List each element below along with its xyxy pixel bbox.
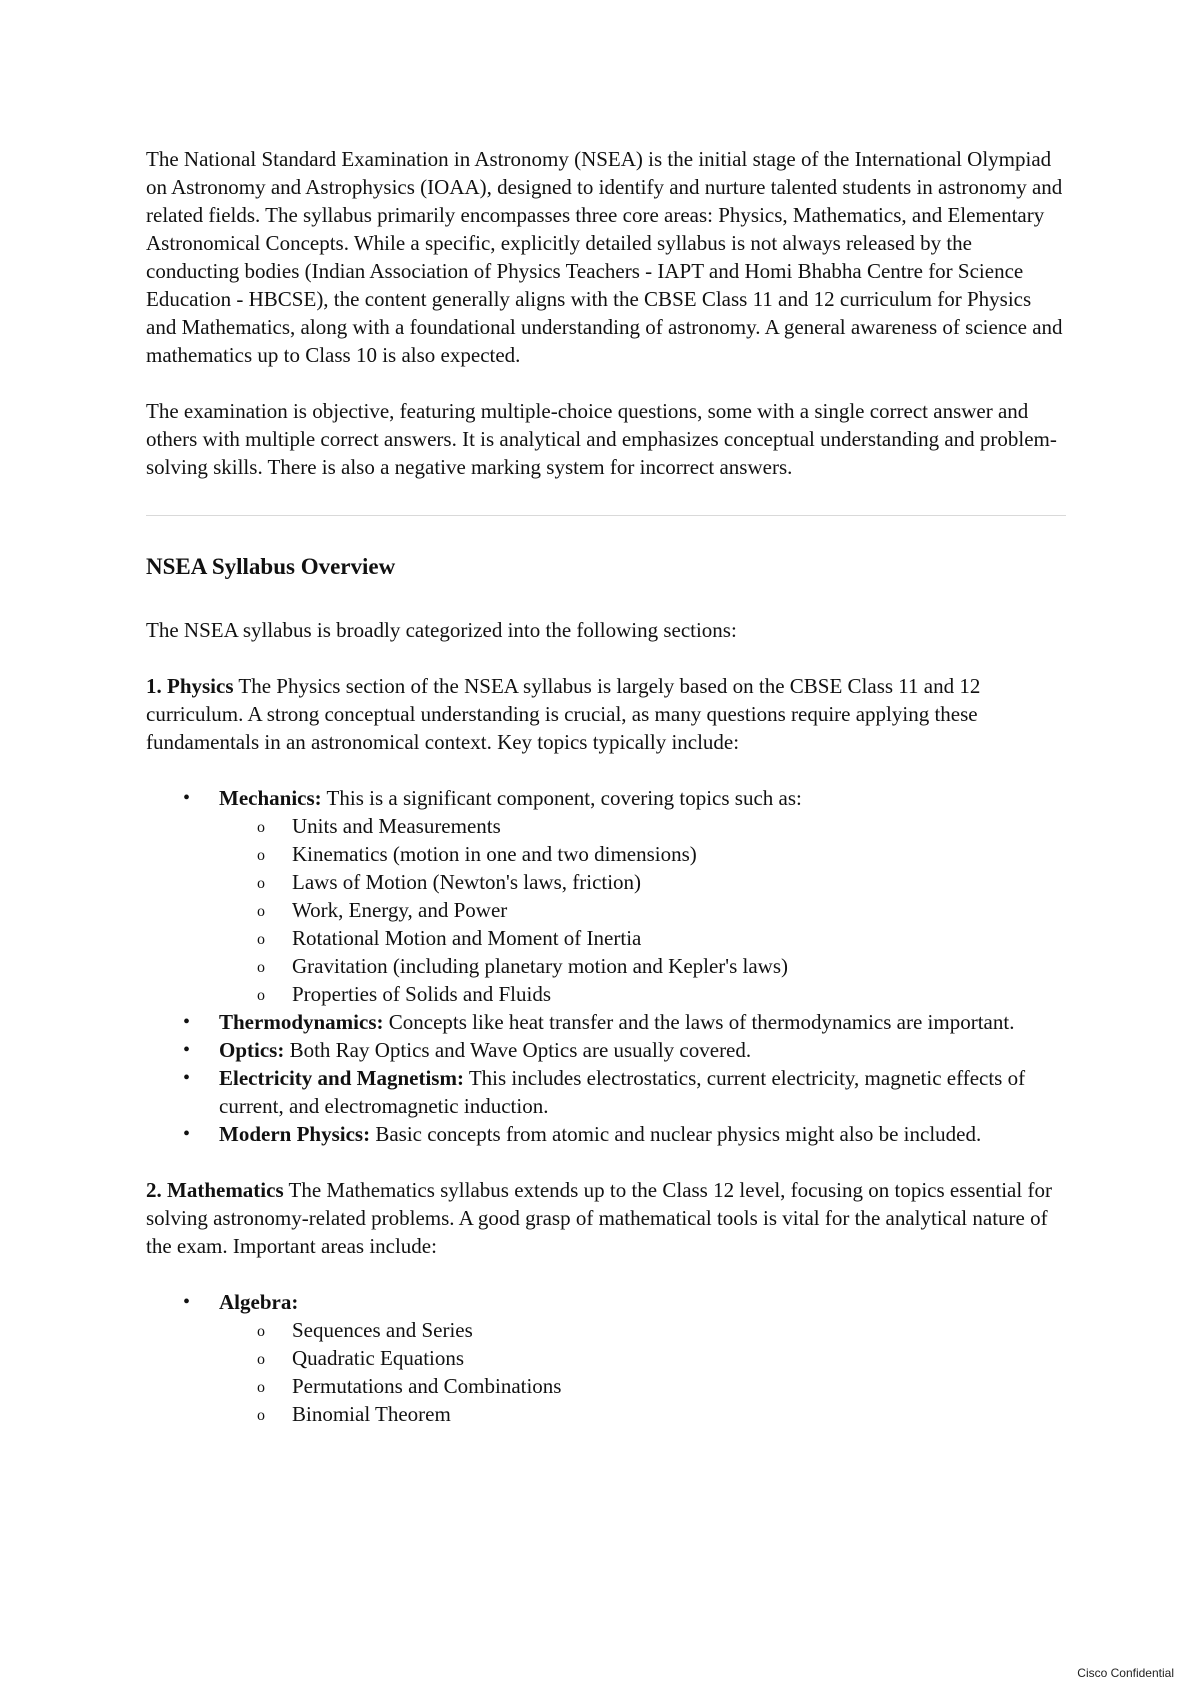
list-item	[219, 1064, 1066, 1120]
topic-text: Concepts like heat transfer and the laws of thermodynamics are important.	[383, 1010, 1015, 1034]
list-item: o Binomial Theorem	[292, 1400, 1066, 1428]
list-item	[219, 1288, 1066, 1428]
mathematics-intro	[146, 1176, 1066, 1260]
physics-text: The Physics section of the NSEA syllabus is largely based on the CBSE Class 11 and 12 curriculum. A strong conceptual understanding is crucial, as many questions require applying these fundamentals in an astronomical context. Key topics typically include:	[146, 674, 981, 754]
confidentiality-footer: Cisco Confidential	[1077, 1666, 1174, 1680]
list-item	[219, 1120, 1066, 1148]
topic-label: Thermodynamics:	[219, 1010, 384, 1034]
list-item: o Units and Measurements	[292, 812, 1066, 840]
algebra-subtopic-list	[219, 1316, 1066, 1428]
list-item	[219, 1008, 1066, 1036]
overview-lead: The NSEA syllabus is broadly categorized into the following sections:	[146, 618, 737, 642]
topic-text: This includes electrostatics, current electricity, magnetic effects of current, and electromagnetic induction.	[219, 1066, 1026, 1118]
topic-text: Both Ray Optics and Wave Optics are usually covered.	[284, 1038, 752, 1062]
intro-paragraph-2: The examination is objective, featuring multiple-choice questions, some with a single correct answer and others with multiple correct answers. It is analytical and emphasizes conceptual understanding and problem-solving skills. There is also a negative marking system for incorrect answers.	[146, 399, 1057, 479]
mathematics-heading: 2. Mathematics	[146, 1178, 284, 1202]
mathematics-topic-list	[146, 1288, 1066, 1428]
list-item: o Rotational Motion and Moment of Inertia	[292, 924, 1066, 952]
section-title: NSEA Syllabus Overview	[146, 554, 396, 579]
topic-label: Algebra:	[219, 1290, 299, 1314]
list-item: o Laws of Motion (Newton's laws, friction)	[292, 868, 1066, 896]
list-item	[219, 784, 1066, 1008]
topic-label: Mechanics:	[219, 786, 322, 810]
list-item: o Gravitation (including planetary motion and Kepler's laws)	[292, 952, 1066, 980]
mathematics-text: The Mathematics syllabus extends up to the Class 12 level, focusing on topics essential for solving astronomy-related problems. A good grasp of mathematical tools is vital for the analytical nature of the exam. Important areas include:	[146, 1178, 1052, 1258]
physics-topic-list	[146, 784, 1066, 1148]
section-divider	[146, 515, 1066, 516]
list-item: o Properties of Solids and Fluids	[292, 980, 1066, 1008]
list-item: o Kinematics (motion in one and two dimensions)	[292, 840, 1066, 868]
list-item: o Sequences and Series	[292, 1316, 1066, 1344]
topic-text: This is a significant component, covering topics such as:	[321, 786, 802, 810]
intro-paragraph-1: The National Standard Examination in Astronomy (NSEA) is the initial stage of the International Olympiad on Astronomy and Astrophysics (IOAA), designed to identify and nurture talented students in astronomy and related fields. The syllabus primarily encompasses three core areas: Physics, Mathematics, and Elementary Astronomical Concepts. While a specific, explicitly detailed syllabus is not always released by the conducting bodies (Indian Association of Physics Teachers - IAPT and Homi Bhabha Centre for Science Education - HBCSE), the content generally aligns with the CBSE Class 11 and 12 curriculum for Physics and Mathematics, along with a foundational understanding of astronomy. A general awareness of science and mathematics up to Class 10 is also expected.	[146, 147, 1063, 367]
mechanics-subtopic-list	[219, 812, 1066, 1008]
physics-heading: 1. Physics	[146, 674, 234, 698]
physics-intro	[146, 672, 1066, 756]
list-item: o Permutations and Combinations	[292, 1372, 1066, 1400]
topic-label: Electricity and Magnetism:	[219, 1066, 464, 1090]
topic-label: Optics:	[219, 1038, 285, 1062]
document-page	[146, 145, 1066, 1456]
topic-label: Modern Physics:	[219, 1122, 371, 1146]
list-item: o Quadratic Equations	[292, 1344, 1066, 1372]
list-item	[219, 1036, 1066, 1064]
list-item: o Work, Energy, and Power	[292, 896, 1066, 924]
topic-text: Basic concepts from atomic and nuclear physics might also be included.	[370, 1122, 982, 1146]
